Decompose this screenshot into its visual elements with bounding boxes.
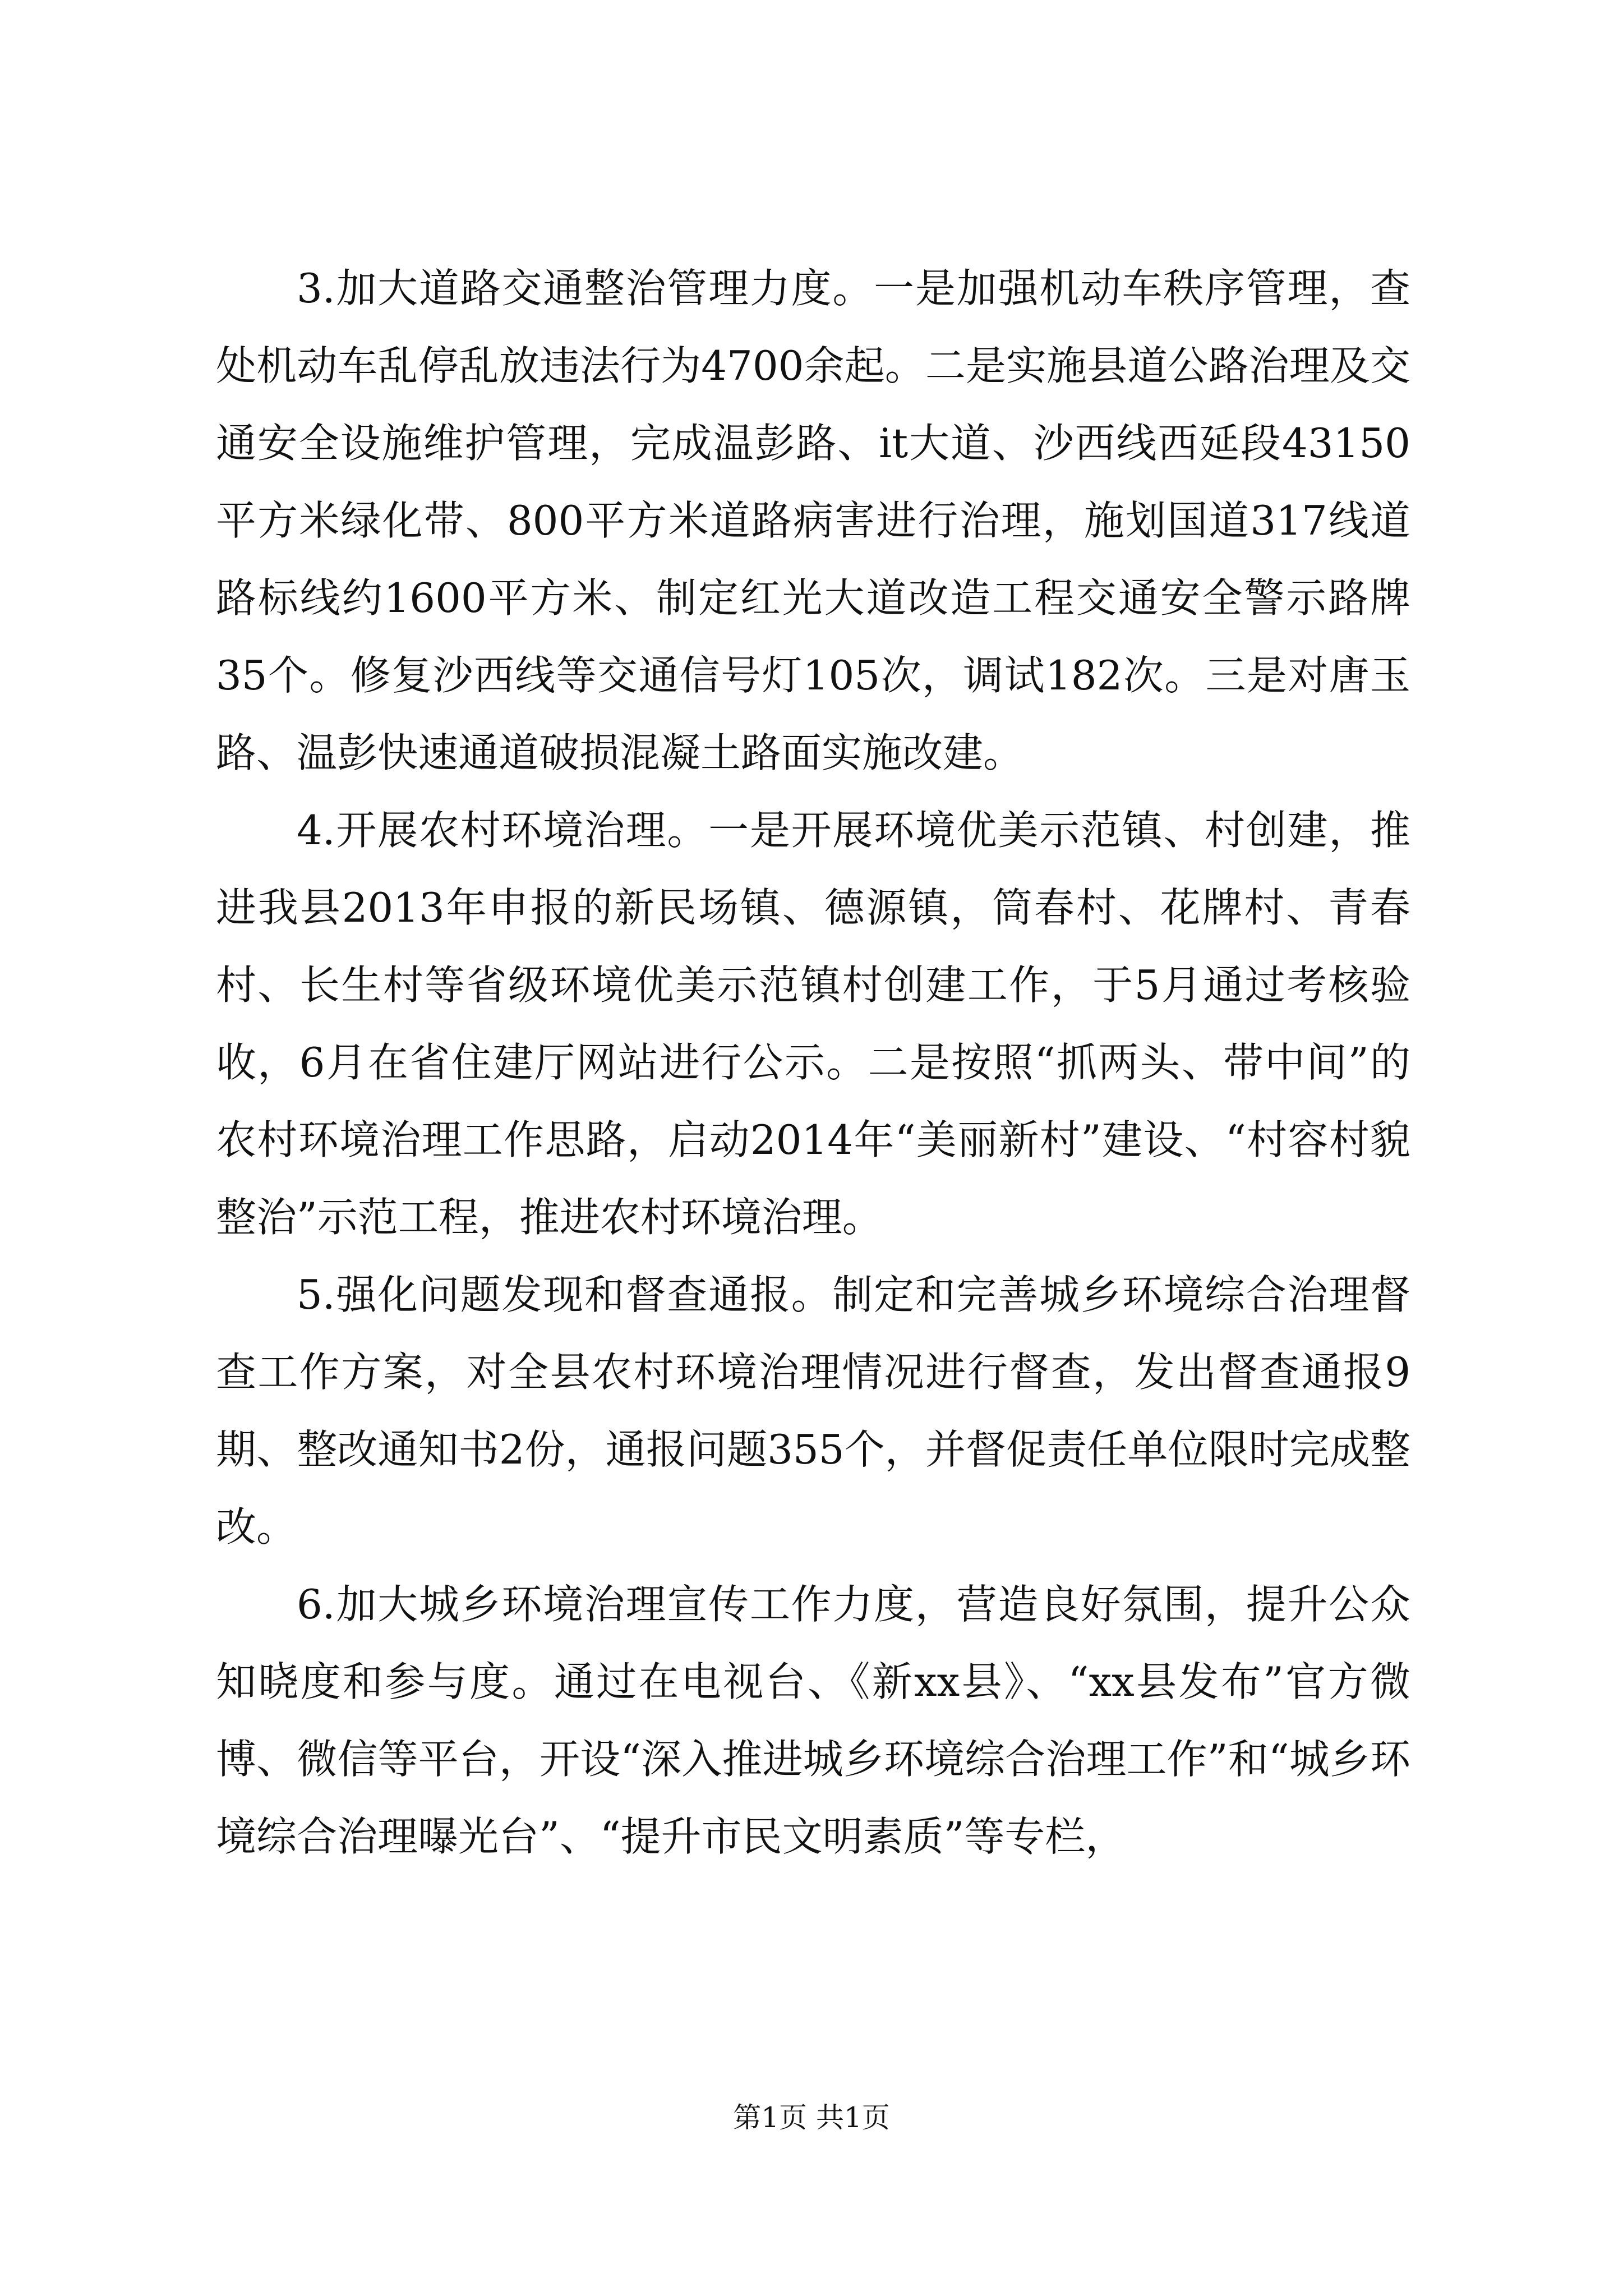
page-number-footer: 第1页 共1页 xyxy=(733,2101,890,2134)
paragraph-3-road-traffic: 3.加大道路交通整治管理力度。一是加强机动车秩序管理，查处机动车乱停乱放违法行为4700余起。二是实施县道公路治理及交通安全设施维护管理，完成温彭路、it大道、沙西线西延段43150平方米绿化带、800平方米道路病害进行治理，施划国道317线道路标线约1600平方米、制定红光大道改造工程交通安全警示路牌35个。修复沙西线等交通信号灯105次，调试182次。三是对唐玉路、温彭快速通道破损混凝土路面实施改建。 xyxy=(216,265,1410,776)
document-body xyxy=(216,250,1410,1875)
paragraph-4-rural-environment: 4.开展农村环境治理。一是开展环境优美示范镇、村创建，推进我县2013年申报的新民场镇、德源镇，筒春村、花牌村、青春村、长生村等省级环境优美示范镇村创建工作，于5月通过考核验收，6月在省住建厅网站进行公示。二是按照“抓两头、带中间”的农村环境治理工作思路，启动2014年“美丽新村”建设、“村容村貌整治”示范工程，推进农村环境治理。 xyxy=(216,807,1410,1241)
paragraph-5-inspection-report: 5.强化问题发现和督查通报。制定和完善城乡环境综合治理督查工作方案，对全县农村环境治理情况进行督查，发出督查通报9期、整改通知书2份，通报问题355个，并督促责任单位限时完成整改。 xyxy=(216,1271,1410,1550)
paragraph-6-publicity: 6.加大城乡环境治理宣传工作力度，营造良好氛围，提升公众知晓度和参与度。通过在电视台、《新xx县》、“xx县发布”官方微博、微信等平台，开设“深入推进城乡环境综合治理工作”和“城乡环境综合治理曝光台”、“提升市民文明素质”等专栏， xyxy=(216,1581,1410,1860)
